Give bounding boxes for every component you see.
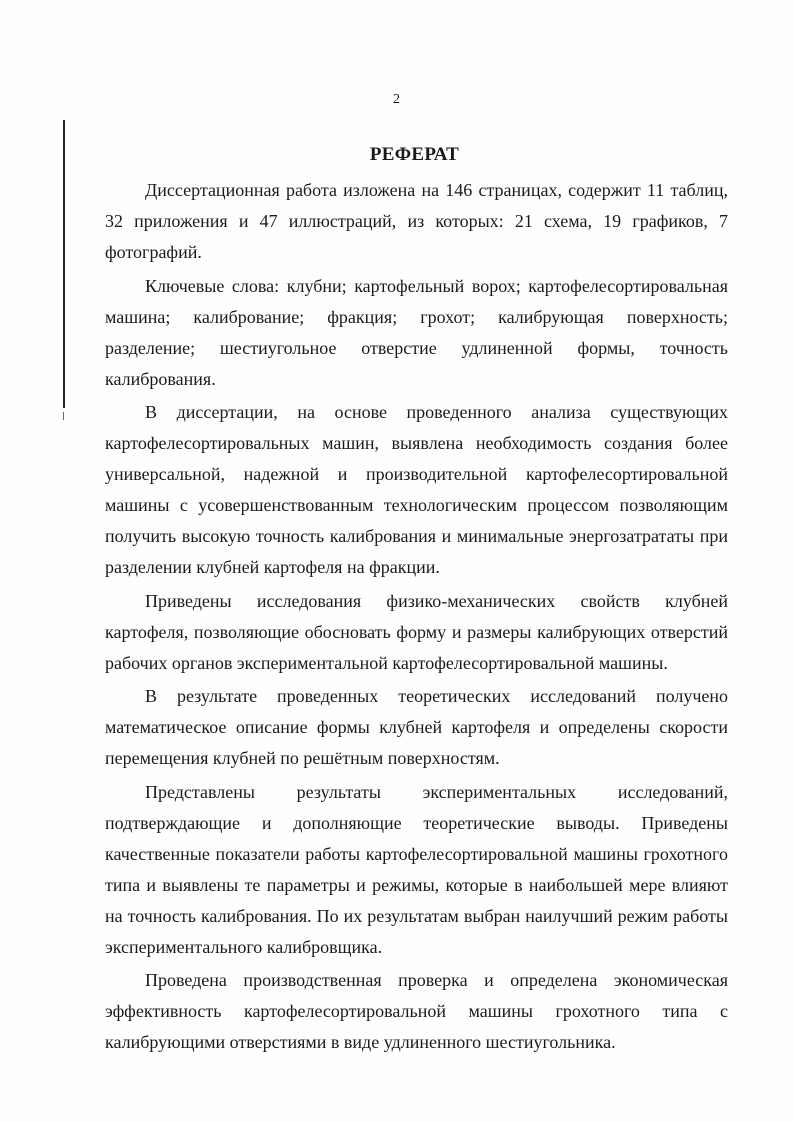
paragraph-experiments: Представлены результаты экспериментальных исследований, подтверждающие и дополняющие теоретические выводы. Приведены качественные показатели работы картофелесортировальной машины грохотного типа и выявлены те параметры и режимы, которые в наибольшей мере влияют на точность калибрования. По их результатам выбран наилучший режим работы экспериментального калибровщика. <box>105 781 728 957</box>
abstract-body <box>105 175 728 1061</box>
paragraph-efficiency: Проведена производственная проверка и определена экономическая эффективность картофелесортировальной машины грохотного типа с калибрующими отверстиями в виде удлиненного шестиугольника. <box>105 970 728 1052</box>
page-number: 2 <box>393 92 400 107</box>
paragraph-theory: В результате проведенных теоретических исследований получено математическое описание формы клубней картофеля и определены скорости перемещения клубней по решётным поверхностям. <box>105 686 728 768</box>
paragraph-analysis: В диссертации, на основе проведенного анализа существующих картофелесортировальных машин, выявлена необходимость создания более универсальной, надежной и производительной картофелесортировальной машины с усовершенствованным технологическим процессом позволяющим получить высокую точность калибрования и минимальные энергозатрататы при разделении клубней картофеля на фракции. <box>105 402 728 577</box>
page-title: РЕФЕРАТ <box>369 144 460 165</box>
paragraph-scope: Диссертационная работа изложена на 146 страницах, содержит 11 таблиц, 32 приложения и 47 иллюстраций, из которых: 21 схема, 19 графиков, 7 фотографий. <box>105 180 728 262</box>
paragraph-properties: Приведены исследования физико-механических свойств клубней картофеля, позволяющие обосновать форму и размеры калибрующих отверстий рабочих органов экспериментальной картофелесортировальной машины. <box>105 590 728 673</box>
scan-margin-mark <box>63 412 64 420</box>
paragraph-keywords: Ключевые слова: клубни; картофельный ворох; картофелесортировальная машина; калибрование; фракция; грохот; калибрующая поверхность; разделение; шестиугольное отверстие удлиненной формы, точность калибрования. <box>105 275 728 389</box>
